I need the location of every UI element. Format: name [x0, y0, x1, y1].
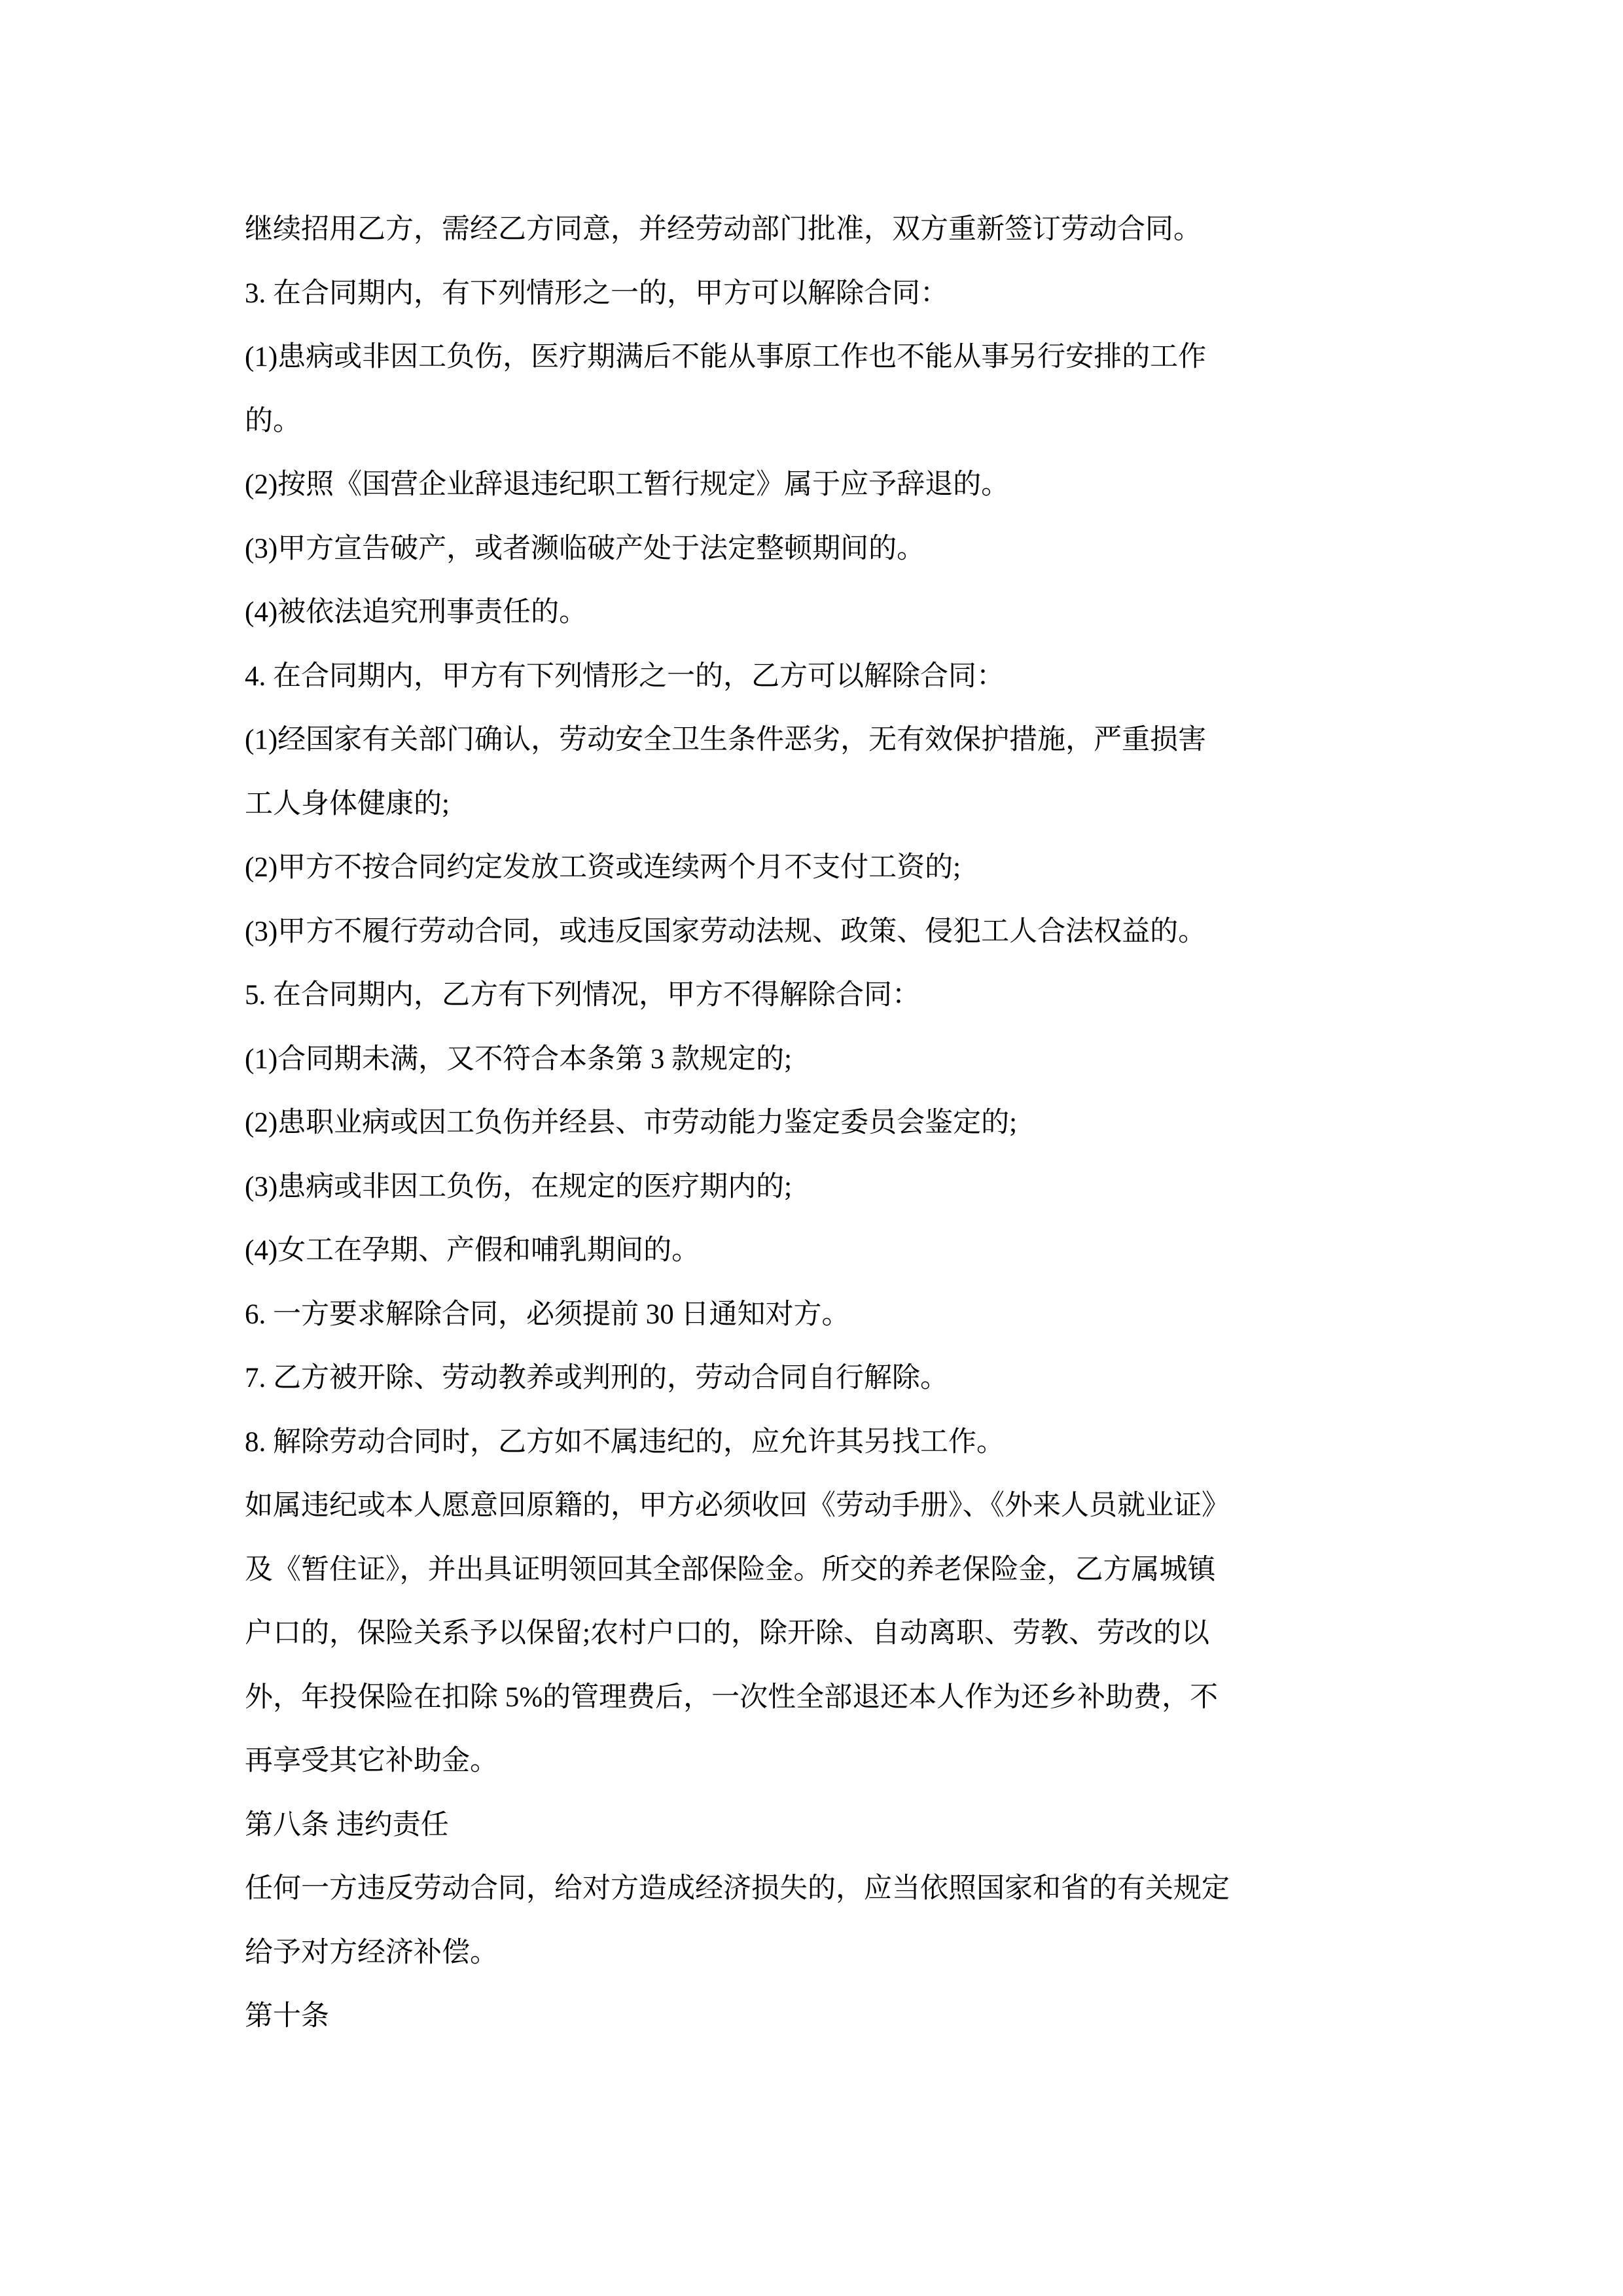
- text-line: (3)患病或非因工负伤，在规定的医疗期内的;: [245, 1171, 793, 1202]
- text-line: 第八条 违约责任: [245, 1809, 449, 1840]
- text-line: (1)患病或非因工负伤，医疗期满后不能从事原工作也不能从事另行安排的工作: [245, 342, 1207, 372]
- text-line: (1)经国家有关部门确认，劳动安全卫生条件恶劣，无有效保护措施，严重损害: [245, 725, 1207, 755]
- text-line: 的。: [245, 405, 301, 437]
- text-line: 8. 解除劳动合同时，乙方如不属违纪的，应允许其另找工作。: [245, 1426, 1005, 1458]
- text-line: (2)患职业病或因工负伤并经县、市劳动能力鉴定委员会鉴定的;: [245, 1107, 1018, 1138]
- text-line: 7. 乙方被开除、劳动教养或判刑的，劳动合同自行解除。: [245, 1363, 948, 1393]
- text-line: 如属违纪或本人愿意回原籍的，甲方必须收回《劳动手册》、《外来人员就业证》: [245, 1490, 1230, 1521]
- text-line: (2)甲方不按合同约定发放工资或连续两个月不支付工资的;: [245, 852, 961, 883]
- text-line: 6. 一方要求解除合同，必须提前 30 日通知对方。: [245, 1299, 850, 1330]
- contract-text-block: [245, 198, 1381, 2049]
- text-line: 3. 在合同期内，有下列情形之一的，甲方可以解除合同：: [245, 278, 948, 309]
- text-line: (2)按照《国营企业辞退违纪职工暂行规定》属于应予辞退的。: [245, 469, 1010, 500]
- text-line: (3)甲方宣告破产，或者濒临破产处于法定整顿期间的。: [245, 533, 925, 564]
- text-line: 再享受其它补助金。: [245, 1746, 498, 1776]
- text-line: 户口的，保险关系予以保留;农村户口的，除开除、自动离职、劳教、劳改的以: [245, 1618, 1209, 1649]
- text-line: (4)女工在孕期、产假和哺乳期间的。: [245, 1235, 700, 1266]
- text-line: (1)合同期未满，又不符合本条第 3 款规定的;: [245, 1043, 793, 1075]
- text-line: (3)甲方不履行劳动合同，或违反国家劳动法规、政策、侵犯工人合法权益的。: [245, 916, 1207, 947]
- text-line: 任何一方违反劳动合同，给对方造成经济损失的，应当依照国家和省的有关规定: [245, 1873, 1230, 1904]
- text-line: 给予对方经济补偿。: [245, 1937, 498, 1968]
- text-line: 外，年投保险在扣除 5%的管理费后，一次性全部退还本人作为还乡补助费，不: [245, 1681, 1219, 1713]
- text-line: 4. 在合同期内，甲方有下列情形之一的，乙方可以解除合同：: [245, 660, 1005, 692]
- text-line: 继续招用乙方，需经乙方同意，并经劳动部门批准，双方重新签订劳动合同。: [245, 214, 1202, 245]
- text-line: 第十条: [245, 2001, 329, 2032]
- text-line: 及《暂住证》，并出具证明领回其全部保险金。所交的养老保险金，乙方属城镇: [245, 1554, 1216, 1585]
- text-line: (4)被依法追究刑事责任的。: [245, 597, 588, 628]
- text-line: 工人身体健康的;: [245, 788, 450, 819]
- text-line: 5. 在合同期内，乙方有下列情况，甲方不得解除合同：: [245, 980, 920, 1011]
